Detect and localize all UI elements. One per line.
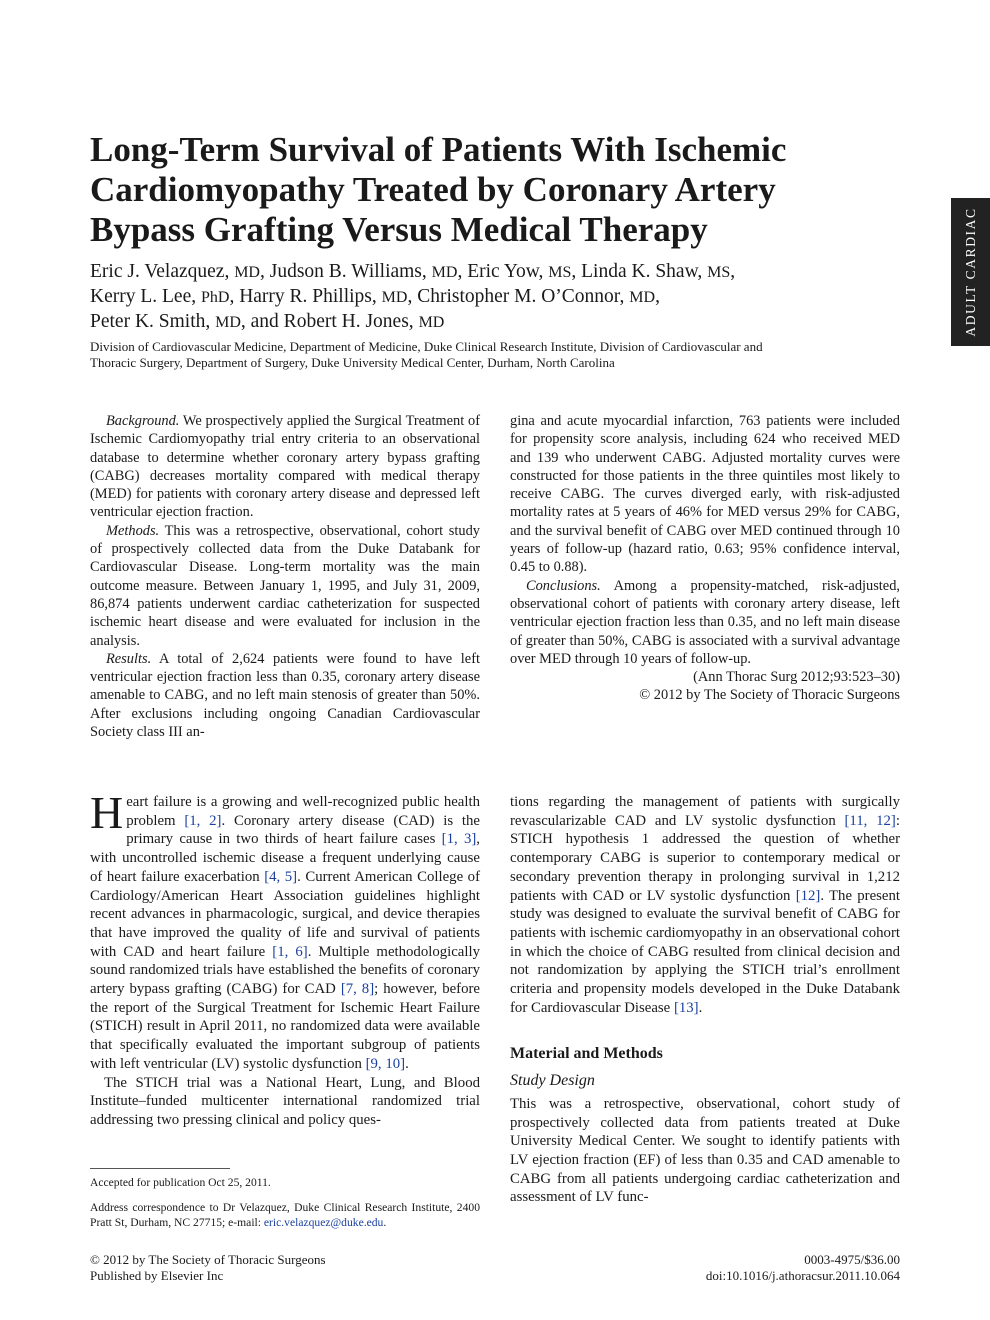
article-title xyxy=(90,130,890,250)
affiliation-line: Division of Cardiovascular Medicine, Department of Medicine, Duke Clinical Research Institute, Division of Cardiovascular and xyxy=(90,339,763,354)
author-line xyxy=(90,260,910,285)
abstract-label: Background. xyxy=(106,413,180,429)
author-line xyxy=(90,285,910,310)
body-text: , with uncontrolled ischemic disease a frequent underlying cause of heart failure exacerbation xyxy=(90,831,480,885)
abstract-label: Conclusions. xyxy=(526,577,601,594)
abstract-results-continued: gina and acute myocardial infarction, 763 patients were included for propensity score analysis, including 624 who received MED and 139 who underwent CABG. Adjusted mortality curves were constructed for those patients in the three quintiles most likely to receive CABG. The curves diverged early, with risk-adjusted mortality rates at 5 years of 46% for MED versus 29% for CABG, and the survival benefit of CABG over MED continued through 10 years of follow-up (hazard ratio, 0.63; 95% confidence interval, 0.45 to 0.88). xyxy=(510,413,900,576)
intro-paragraph xyxy=(90,787,480,1074)
reference-link[interactable]: [4, 5] xyxy=(264,868,298,885)
abstract-label: Methods. xyxy=(106,522,160,539)
abstract-text: We prospectively applied the Surgical Treatment of Ischemic Cardiomyopathy trial entry criteria to an observational database to determine whether coronary artery bypass grafting (CABG) decreases mortality compared with medical therapy (MED) for patients with coronary artery disease and depressed left ventricular ejection fraction. xyxy=(90,413,480,521)
abstract-background xyxy=(90,412,480,522)
title-line: Cardiomyopathy Treated by Coronary Artery xyxy=(90,170,776,209)
author-name: , Harry R. Phillips, xyxy=(229,286,377,307)
author-name: Eric J. Velazquez, xyxy=(90,261,230,282)
author-degree: MD xyxy=(418,314,445,331)
body-text: . The present study was designed to evaluate the survival benefit of CABG for patients with ischemic cardiomyopathy in an observational cohort in which the choice of CABG resulted from clinical decision and not randomization by applying the STICH trial’s enrollment criteria and propensity models developed in the Duke Databank for Cardiovascular Disease xyxy=(510,887,900,1016)
footer-copyright: © 2012 by The Society of Thoracic Surgeons xyxy=(90,1252,326,1267)
reference-link[interactable]: [12] xyxy=(795,887,821,904)
body-left-column xyxy=(90,787,480,1130)
author-separator: , xyxy=(730,261,736,282)
author-degree: MS xyxy=(707,264,731,281)
journal-citation: (Ann Thorac Surg 2012;93:523–30) xyxy=(693,669,900,686)
title-line: Long-Term Survival of Patients With Ischemic xyxy=(90,130,787,169)
author-line xyxy=(90,310,910,335)
section-side-tab xyxy=(951,198,990,346)
accepted-note: Accepted for publication Oct 25, 2011. xyxy=(90,1176,271,1189)
body-text: . Multiple methodologically sound randomized trials have established the benefits of coronary artery bypass grafting (CABG) for CAD xyxy=(90,943,480,998)
title-line: Bypass Grafting Versus Medical Therapy xyxy=(90,210,708,249)
author-list xyxy=(90,260,910,335)
email-link[interactable]: eric.velazquez@duke.edu xyxy=(263,1216,384,1229)
body-text: . xyxy=(698,999,703,1016)
abstract-left-column xyxy=(90,412,480,741)
author-name: , Linda K. Shaw, xyxy=(571,261,703,282)
footnote-divider xyxy=(90,1168,230,1169)
author-degree: MD xyxy=(234,264,260,281)
abstract-text: Among a propensity-matched, risk-adjusted, observational cohort of patients with coronary artery disease, left ventricular ejection fraction less than 0.35, and no left main disease of greater than 50%, CABG is associated with a survival advantage over MED through 10 years of follow-up. xyxy=(510,577,900,667)
reference-link[interactable]: [13] xyxy=(673,999,699,1016)
abstract-text: This was a retrospective, observational, cohort study of prospectively collected data from the Duke Databank for Cardiovascular Disease. Long-term mortality was the main outcome measure. Between January 1, 1995, and July 31, 2009, 86,874 patients underwent cardiac catheterization for suspected ischemic heart disease and were evaluated for inclusion in the analysis. xyxy=(90,522,480,649)
reference-link[interactable]: [1, 2] xyxy=(184,812,222,829)
author-degree: MD xyxy=(431,264,458,281)
body-text: eart failure is a growing and well-recognized public health problem xyxy=(126,794,480,829)
correspondence-text: Address correspondence to Dr Velazquez, Duke Clinical Research Institute, 2400 Pratt St, Durham, NC 27715; e-mail: xyxy=(90,1201,480,1229)
affiliation xyxy=(90,339,910,371)
drop-cap: H xyxy=(90,787,124,838)
body-text: ; however, before the report of the Surgical Treatment for Ischemic Heart Failure (STICH) result in April 2011, no randomized data were available that specifically evaluated the important subgroup of patients with left ventricular (LV) systolic dysfunction xyxy=(90,981,480,1072)
footer-publisher: Published by Elsevier Inc xyxy=(90,1267,224,1283)
author-separator: , xyxy=(655,286,660,307)
page-footer-left xyxy=(90,1252,490,1283)
author-degree: MD xyxy=(381,289,408,306)
side-tab-label: ADULT CARDIAC xyxy=(962,207,978,337)
author-degree: MD xyxy=(629,289,656,306)
author-degree: MD xyxy=(215,314,241,331)
study-design-paragraph: This was a retrospective, observational, cohort study of prospectively collected data from patients treated at Duke University Medical Center. We sought to identify patients with LV ejection fraction (EF) of less than 0.35 and CAD amenable to CABG from all patients undergoing cardiac catheterization and assessment of LV func- xyxy=(510,1095,900,1206)
abstract-right-column xyxy=(510,412,900,705)
author-name: , Christopher M. O’Connor, xyxy=(407,286,625,307)
affiliation-line: Thoracic Surgery, Department of Surgery, Duke University Medical Center, Durham, North Carolina xyxy=(90,355,615,370)
author-name: , Eric Yow, xyxy=(457,261,544,282)
reference-link[interactable]: [9, 10] xyxy=(365,1055,406,1072)
footnotes xyxy=(90,1175,480,1240)
reference-link[interactable]: [1, 6] xyxy=(272,943,308,960)
page-footer-right xyxy=(560,1252,900,1283)
body-text: . Current American College of Cardiology/American Heart Association guidelines highlight recent advances in pharmacologic, surgical, and device therapies that have improved the quality of life and survival of patients with CAD and heart failure xyxy=(90,868,480,960)
author-name: , and Robert H. Jones, xyxy=(240,311,414,332)
abstract-copyright: © 2012 by The Society of Thoracic Surgeons xyxy=(639,687,900,704)
author-degree: MS xyxy=(548,264,572,281)
stich-paragraph: The STICH trial was a National Heart, Lung, and Blood Institute–funded multicenter international randomized trial addressing two pressing clinical and policy ques- xyxy=(90,1074,480,1128)
section-heading: Material and Methods xyxy=(510,1045,663,1063)
abstract-methods xyxy=(90,522,480,650)
body-text: . Coronary artery disease (CAD) is the primary cause in two thirds of heart failure cases xyxy=(126,812,480,848)
footer-issn: 0003-4975/$36.00 xyxy=(804,1252,900,1267)
abstract-label: Results. xyxy=(106,650,152,667)
footer-doi: doi:10.1016/j.athoracsur.2011.10.064 xyxy=(705,1267,900,1283)
body-text: . xyxy=(405,1055,409,1072)
author-name: Kerry L. Lee, xyxy=(90,286,197,307)
author-name: , Judson B. Williams, xyxy=(259,261,427,282)
abstract-results xyxy=(90,650,480,741)
author-degree: PhD xyxy=(200,289,230,306)
body-text: : STICH hypothesis 1 addressed the question of whether contemporary CABG is superior to contemporary medical or secondary prevention therapy in prolonging survival in 1,212 patients with CAD or LV systolic dysfunction xyxy=(510,812,900,904)
body-right-column xyxy=(510,793,900,1207)
correspondence-note xyxy=(90,1200,480,1230)
abstract-conclusions xyxy=(510,577,900,668)
stich-paragraph-continued xyxy=(510,793,900,1017)
reference-link[interactable]: [7, 8] xyxy=(340,981,375,998)
body-text: tions regarding the management of patients with surgically revascularizable CAD and LV systolic dysfunction xyxy=(510,794,900,829)
reference-link[interactable]: [1, 3] xyxy=(441,831,477,848)
correspondence-text: . xyxy=(383,1216,387,1229)
reference-link[interactable]: [11, 12] xyxy=(844,812,896,829)
abstract-text: A total of 2,624 patients were found to have left ventricular ejection fraction less than 0.35, coronary artery disease amenable to CABG, and no left main stenosis of greater than 50%. After exclusions including ongoing Canadian Cardiovascular Society class III an- xyxy=(90,650,480,741)
subsection-heading: Study Design xyxy=(510,1072,595,1090)
author-name: Peter K. Smith, xyxy=(90,311,211,332)
